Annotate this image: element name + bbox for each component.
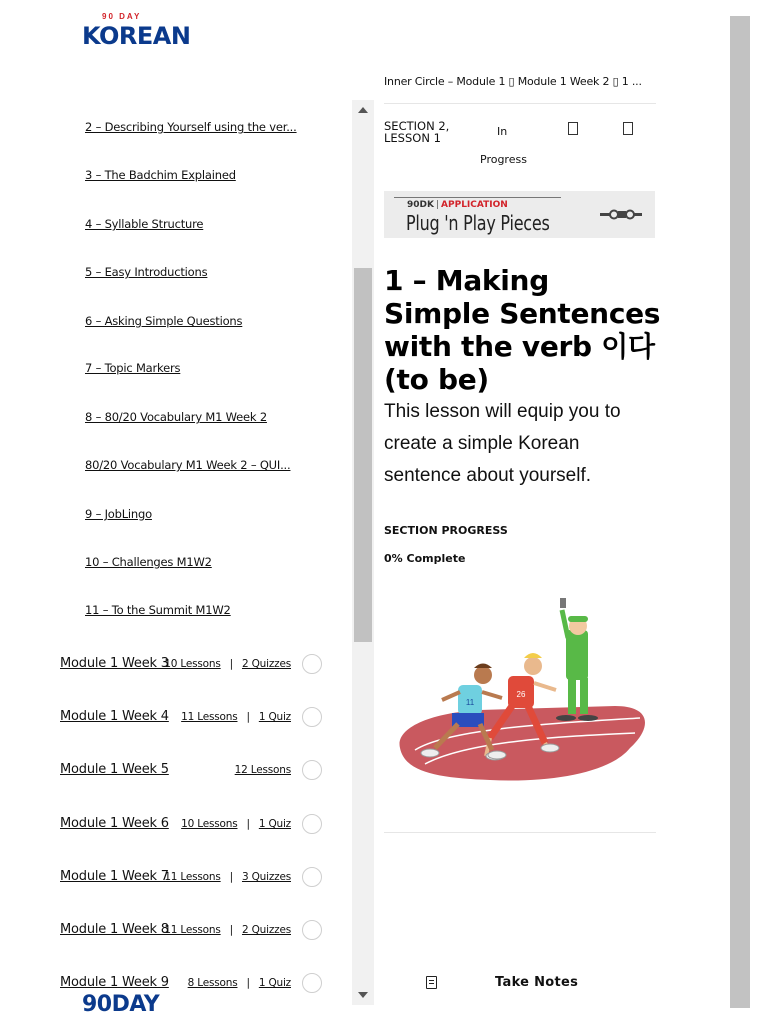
next-lesson-icon[interactable] <box>623 122 633 135</box>
notes-icon[interactable] <box>426 976 437 989</box>
divider <box>384 832 656 833</box>
module-row[interactable] <box>60 705 325 729</box>
module-row[interactable] <box>60 865 325 889</box>
module-lessons-count[interactable]: 8 Lessons <box>187 977 238 989</box>
module-status-circle-icon <box>302 654 322 674</box>
lesson-link[interactable]: 3 – The Badchim Explained <box>85 168 236 182</box>
previous-lesson-icon[interactable] <box>568 122 578 135</box>
lesson-link[interactable]: 8 – 80/20 Vocabulary M1 Week 2 <box>85 410 267 424</box>
module-meta <box>188 977 291 989</box>
module-lessons-count[interactable]: 11 Lessons <box>164 871 221 883</box>
module-lessons-count[interactable]: 11 Lessons <box>164 924 221 936</box>
page-scrollbar[interactable] <box>730 16 750 1008</box>
scroll-down-arrow-icon[interactable] <box>358 992 368 998</box>
module-status-circle-icon <box>302 867 322 887</box>
runner-number: 26 <box>516 690 526 699</box>
meta-separator: | <box>229 658 233 670</box>
meta-separator: | <box>246 711 250 723</box>
sidebar-scrollbar-thumb[interactable] <box>354 268 372 642</box>
lesson-link[interactable]: 5 – Easy Introductions <box>85 265 208 279</box>
module-title[interactable]: Module 1 Week 7 <box>60 869 169 884</box>
module-meta <box>164 924 291 936</box>
lesson-link[interactable]: 11 – To the Summit M1W2 <box>85 603 231 617</box>
status-progress: Progress <box>480 153 527 166</box>
module-title[interactable]: Module 1 Week 3 <box>60 656 169 671</box>
module-title[interactable]: Module 1 Week 8 <box>60 922 169 937</box>
module-title[interactable]: Module 1 Week 9 <box>60 975 169 990</box>
module-meta <box>164 658 291 670</box>
module-row[interactable] <box>60 652 325 676</box>
coach-figure <box>556 598 598 721</box>
lesson-link[interactable]: 6 – Asking Simple Questions <box>85 314 243 328</box>
lesson-link[interactable]: 80/20 Vocabulary M1 Week 2 – QUI... <box>85 458 291 472</box>
status-in: In <box>497 125 508 138</box>
banner-category: APPLICATION <box>441 200 508 210</box>
logo[interactable] <box>82 8 192 50</box>
module-status-circle-icon <box>302 973 322 993</box>
module-quizzes-count[interactable]: 1 Quiz <box>258 711 291 723</box>
module-row[interactable] <box>60 758 325 782</box>
module-quizzes-count[interactable]: 1 Quiz <box>258 818 291 830</box>
logo-main-text: KOREAN <box>82 22 191 50</box>
plug-icon <box>598 206 644 224</box>
module-status-circle-icon <box>302 814 322 834</box>
banner-divider <box>394 197 561 198</box>
section-progress-label: SECTION PROGRESS <box>384 524 508 537</box>
lesson-link[interactable]: 7 – Topic Markers <box>85 361 181 375</box>
banner-title: Plug 'n Play Pieces <box>406 211 550 235</box>
banner-separator: | <box>435 200 440 210</box>
module-status-circle-icon <box>302 707 322 727</box>
module-title[interactable]: Module 1 Week 4 <box>60 709 169 724</box>
module-meta <box>164 871 291 883</box>
module-status-circle-icon <box>302 920 322 940</box>
meta-separator: | <box>229 924 233 936</box>
meta-separator: | <box>229 871 233 883</box>
meta-separator: | <box>246 818 250 830</box>
take-notes-button[interactable]: Take Notes <box>495 975 579 990</box>
module-status-circle-icon <box>302 760 322 780</box>
section-label: SECTION 2, LESSON 1 <box>384 119 450 145</box>
module-row[interactable] <box>60 918 325 942</box>
logo-small-text: 90 DAY <box>102 12 142 21</box>
module-lessons-count[interactable]: 10 Lessons <box>164 658 221 670</box>
module-quizzes-count[interactable]: 3 Quizzes <box>241 871 291 883</box>
module-meta <box>235 764 291 776</box>
module-quizzes-count[interactable]: 2 Quizzes <box>241 924 291 936</box>
module-meta <box>181 711 291 723</box>
module-meta <box>181 818 291 830</box>
lesson-link[interactable]: 9 – JobLingo <box>85 507 152 521</box>
progress-complete-text: 0% Complete <box>384 552 466 565</box>
banner-tag <box>407 200 508 210</box>
bottom-logo[interactable]: 90DAY <box>82 992 160 1017</box>
divider <box>384 103 656 104</box>
module-title[interactable]: Module 1 Week 5 <box>60 762 169 777</box>
runner-number: 11 <box>465 698 475 707</box>
meta-separator: | <box>246 977 250 989</box>
module-quizzes-count[interactable]: 1 Quiz <box>258 977 291 989</box>
scroll-up-arrow-icon[interactable] <box>358 107 368 113</box>
module-title[interactable]: Module 1 Week 6 <box>60 816 169 831</box>
module-lessons-count[interactable]: 11 Lessons <box>181 711 238 723</box>
module-quizzes-count[interactable]: 2 Quizzes <box>241 658 291 670</box>
lesson-link[interactable]: 4 – Syllable Structure <box>85 217 204 231</box>
module-lessons-count[interactable]: 10 Lessons <box>181 818 238 830</box>
lesson-description: This lesson will equip you to create a simple Korean sentence about yourself. <box>384 401 621 486</box>
lesson-title: 1 – Making Simple Sentences with the verb 이다 (to be) <box>384 264 661 396</box>
module-lessons-count[interactable]: 12 Lessons <box>234 764 291 776</box>
breadcrumb[interactable]: Inner Circle – Module 1 ▯ Module 1 Week 2 ▯ 1 ... <box>384 75 642 88</box>
banner-brand: 90DK <box>407 200 434 210</box>
runners-illustration <box>390 588 650 793</box>
lesson-link[interactable]: 2 – Describing Yourself using the ver... <box>85 120 297 134</box>
lesson-banner <box>384 191 655 238</box>
module-row[interactable] <box>60 812 325 836</box>
lesson-link[interactable]: 10 – Challenges M1W2 <box>85 555 212 569</box>
